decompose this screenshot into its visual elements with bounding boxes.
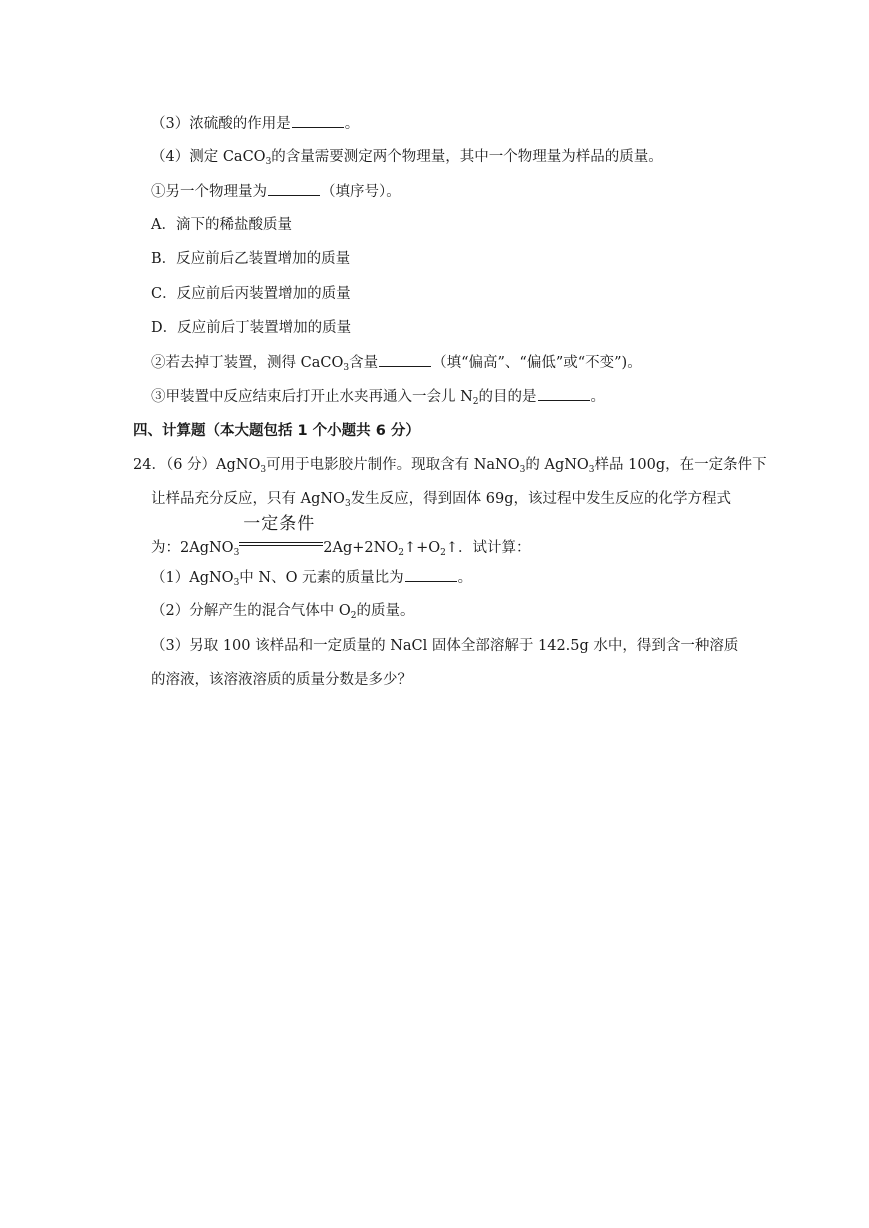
q24-equation-line: 为：2AgNO$_3$ 一定条件 $2Ag+2NO_2↑+O_2↑$．试计算： bbox=[151, 514, 531, 558]
q24-line-1: 24．（6 分）AgNO$_3$可用于电影胶片制作。现取含有 NaNO$_3$的 AgNO$_3$样品 100g，在一定条件下 bbox=[133, 457, 767, 475]
option-b: B．反应前后乙装置增加的质量 bbox=[151, 251, 351, 267]
option-c: C．反应前后丙装置增加的质量 bbox=[151, 286, 351, 302]
equals-sign-bottom bbox=[239, 545, 323, 546]
q23-sub3-text: （3）浓硫酸的作用是 bbox=[151, 116, 291, 132]
q24-sub3-line-2: 的溶液，该溶液溶质的质量分数是多少？ bbox=[151, 672, 412, 688]
q23-sub4-line: （4）测定 CaCO$_3$的含量需要测定两个物理量，其中一个物理量为样品的质量。 bbox=[151, 149, 663, 167]
equals-sign-top bbox=[239, 542, 323, 543]
option-d: D．反应前后丁装置增加的质量 bbox=[151, 320, 352, 336]
q23-p3-line: ③甲装置中反应结束后打开止水夹再通入一会儿 $N_2$的目的是 。 bbox=[151, 386, 605, 407]
answer-blank-1[interactable] bbox=[292, 113, 344, 128]
option-a: A．滴下的稀盐酸质量 bbox=[151, 217, 292, 233]
answer-blank-5[interactable] bbox=[405, 567, 457, 582]
section-heading: 四、计算题（本大题包括 1 个小题共 6 分） bbox=[133, 423, 420, 439]
q24-sub2-line: （2）分解产生的混合气体中 $O_2$的质量。 bbox=[151, 603, 415, 621]
reaction-condition bbox=[239, 514, 323, 552]
q23-p1-line: ①另一个物理量为 （填序号）。 bbox=[151, 181, 401, 202]
answer-blank-4[interactable] bbox=[538, 386, 590, 401]
q24-line-2: 让样品充分反应，只有 AgNO$_3$发生反应，得到固体 69g，该过程中发生反应的化学方程式 bbox=[151, 491, 732, 509]
reaction-condition-text: 一定条件 bbox=[243, 514, 316, 534]
q23-sub3-line: （3）浓硫酸的作用是 。 bbox=[151, 113, 359, 134]
q24-sub1-line: （1）AgNO$_3$中 N、O 元素的质量比为 。 bbox=[151, 567, 472, 588]
q24-sub3-line-1: （3）另取 100 该样品和一定质量的 NaCl 固体全部溶解于 142.5g 水中，得到含一种溶质 bbox=[151, 638, 739, 654]
answer-blank-3[interactable] bbox=[379, 352, 431, 367]
q23-p2-line: ②若去掉丁装置，测得 CaCO$_3$含量 （填“偏高”、“偏低”或“不变”)。 bbox=[151, 352, 642, 373]
answer-blank-2[interactable] bbox=[268, 181, 320, 196]
